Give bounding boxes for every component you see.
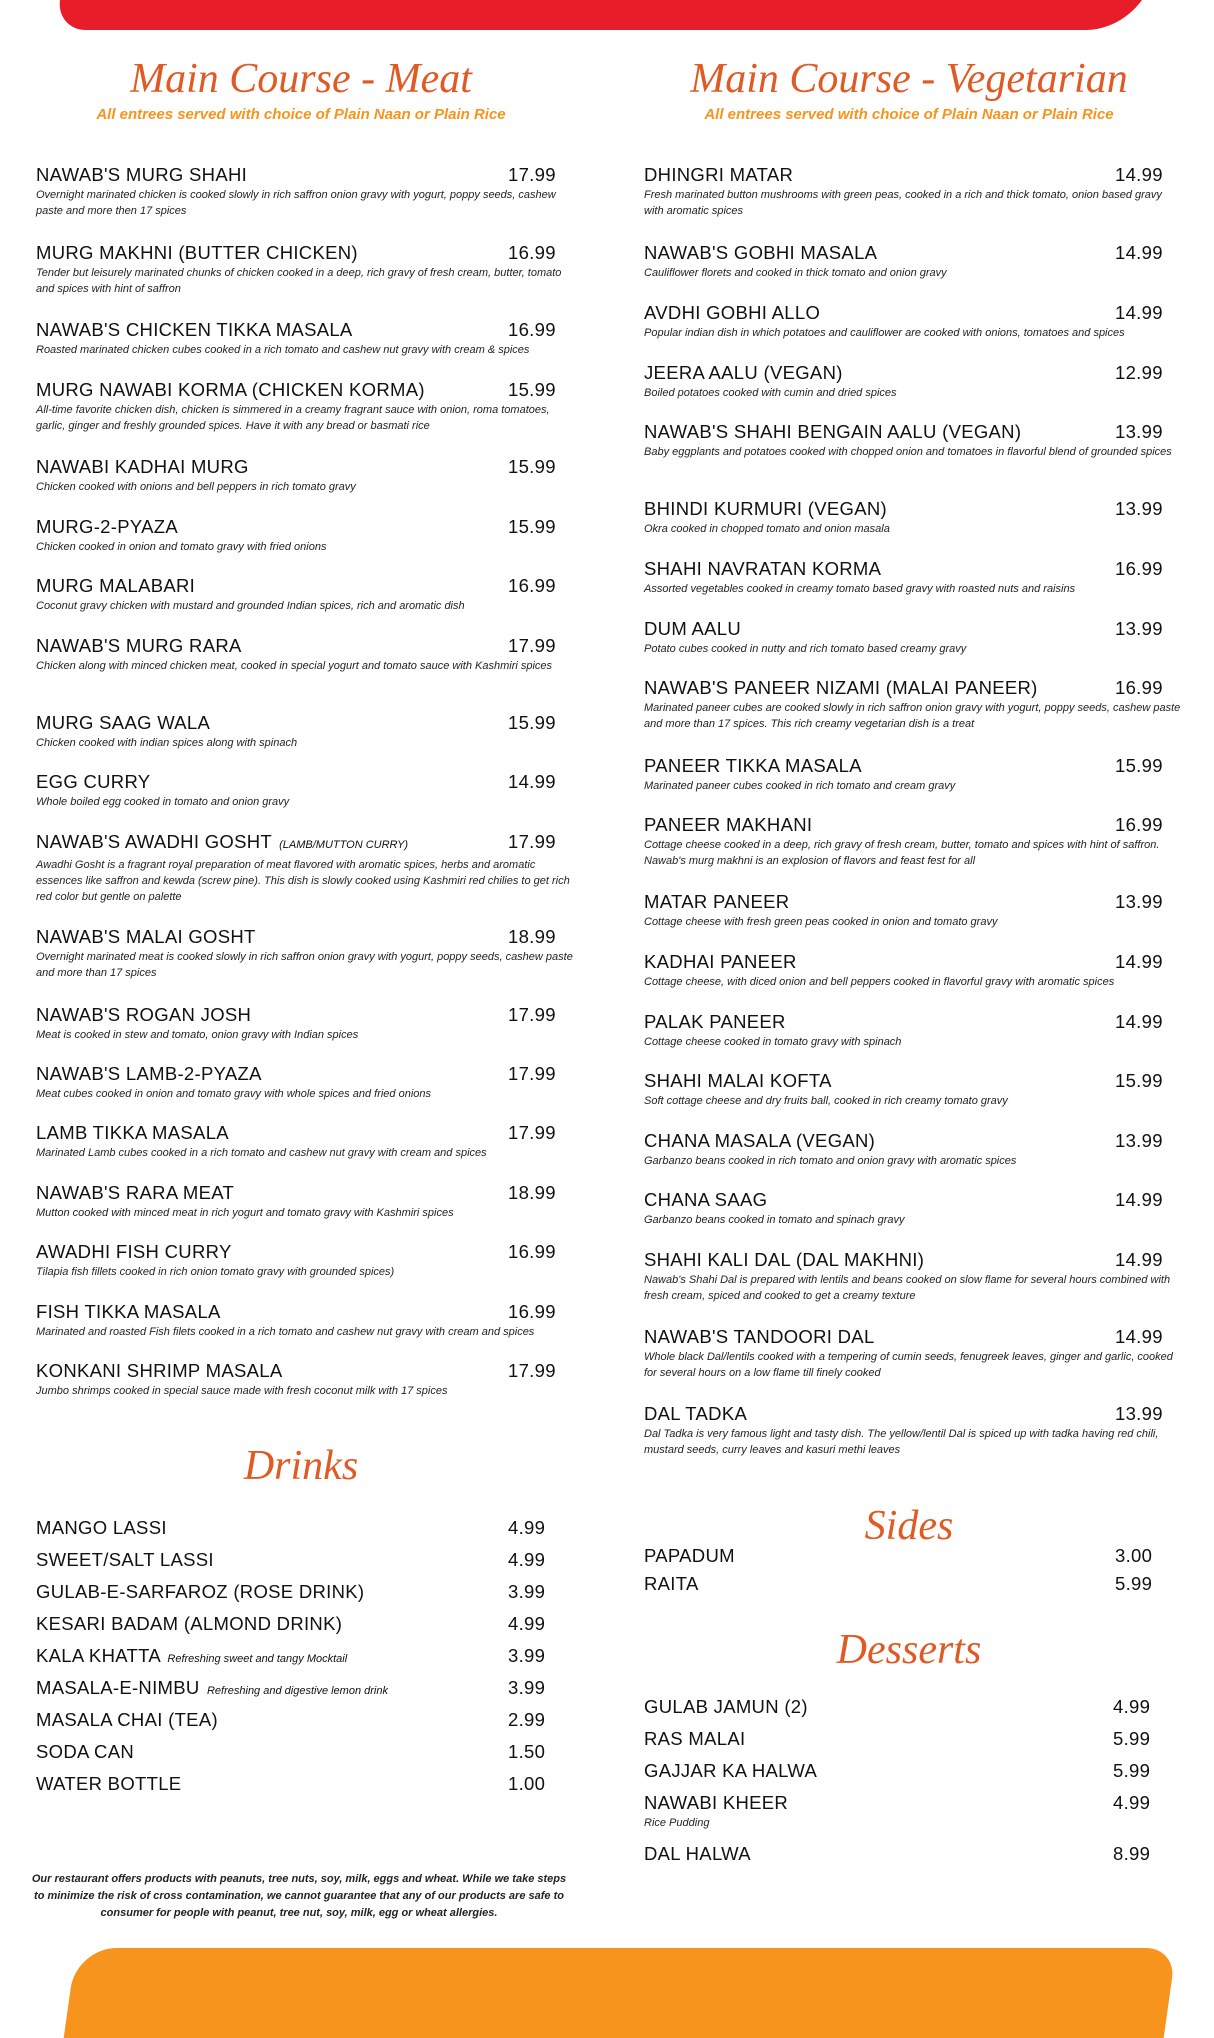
item-name: NAWAB'S MALAI GOSHT (36, 926, 256, 947)
item-price: 14.99 (1115, 1249, 1163, 1270)
item-description: Potato cubes cooked in nutty and rich tomato based creamy gravy (644, 643, 967, 655)
item-name: AWADHI FISH CURRY (36, 1241, 232, 1262)
item-name: NAWAB'S ROGAN JOSH (36, 1004, 252, 1025)
item-name: KESARI BADAM (ALMOND DRINK) (36, 1613, 343, 1634)
menu-item (36, 712, 566, 751)
item-description: Chicken cooked with onions and bell peppers in rich tomato gravy (36, 481, 356, 493)
item-name: SODA CAN (36, 1741, 135, 1762)
item-description: Garbanzo beans cooked in tomato and spinach gravy (644, 1214, 905, 1226)
item-price: 17.99 (508, 1063, 556, 1084)
item-description: Marinated Lamb cubes cooked in a rich tomato and cashew nut gravy with cream and spices (36, 1147, 487, 1159)
item-price: 17.99 (508, 164, 556, 185)
menu-item (36, 831, 570, 905)
item-description: Marinated paneer cubes are cooked slowly in rich saffron onion gravy with yogurt, poppy seeds, cashew paste and more than 17 spices. This rich creamy vegetarian dish is a treat (644, 702, 1181, 730)
item-price: 2.99 (508, 1709, 546, 1730)
item-price: 13.99 (1115, 618, 1163, 639)
item-name: EGG CURRY (36, 771, 151, 792)
bottom-decorative-band (64, 1948, 1177, 2038)
item-price: 4.99 (1113, 1792, 1151, 1813)
item-name (36, 1645, 566, 1670)
item-name: SWEET/SALT LASSI (36, 1549, 214, 1570)
item-price: 16.99 (508, 319, 556, 340)
menu-item (644, 498, 1174, 537)
menu-item (36, 516, 566, 555)
item-name: PANEER TIKKA MASALA (644, 755, 862, 776)
desserts-section-title: Desserts (836, 1627, 982, 1673)
item-price: 1.50 (508, 1741, 546, 1762)
veg-section-subtitle: All entrees served with choice of Plain Naan or Plain Rice (704, 106, 1114, 123)
item-note: Refreshing and digestive lemon drink (206, 1685, 388, 1697)
item-name: CHANA SAAG (644, 1189, 768, 1210)
dessert-item (644, 1728, 1174, 1750)
item-price: 16.99 (1115, 814, 1163, 835)
menu-item (36, 1241, 566, 1280)
item-price: 13.99 (1115, 1130, 1163, 1151)
item-description: Rice Pudding (644, 1817, 710, 1829)
item-name: AVDHI GOBHI ALLO (644, 302, 821, 323)
item-price: 16.99 (508, 1301, 556, 1322)
item-description: Chicken cooked in onion and tomato gravy with fried onions (36, 541, 327, 553)
drink-item (36, 1677, 566, 1702)
drink-item (36, 1549, 566, 1571)
item-name: NAWAB'S SHAHI BENGAIN AALU (VEGAN) (644, 421, 1022, 442)
item-name: NAWABI KADHAI MURG (36, 456, 249, 477)
item-price: 16.99 (508, 242, 556, 263)
item-name: DAL HALWA (644, 1843, 751, 1864)
item-name: NAWAB'S MURG RARA (36, 635, 242, 656)
item-name-text: NAWAB'S AWADHI GOSHT (36, 831, 272, 852)
menu-item (644, 1070, 1174, 1109)
item-description: Tender but leisurely marinated chunks of chicken cooked in a deep, rich gravy of fresh cream, butter, tomato and spices with hint of saffron (36, 267, 562, 295)
item-price: 14.99 (1115, 164, 1163, 185)
item-price: 3.99 (508, 1645, 546, 1666)
item-price: 14.99 (1115, 1189, 1163, 1210)
item-name: PAPADUM (644, 1545, 735, 1566)
item-name: WATER BOTTLE (36, 1773, 182, 1794)
item-name: DAL TADKA (644, 1403, 748, 1424)
menu-item (36, 319, 566, 358)
item-price: 15.99 (508, 379, 556, 400)
dessert-item (644, 1792, 1174, 1831)
item-price: 15.99 (508, 516, 556, 537)
item-note: (LAMB/MUTTON CURRY) (279, 839, 409, 851)
menu-item (644, 1249, 1174, 1304)
item-price: 13.99 (1115, 498, 1163, 519)
item-description: Cottage cheese cooked in a deep, rich gravy of fresh cream, butter, tomato and spices with hint of saffron. Nawab's murg makhni is an explosion of flavors and feast fest for all (644, 839, 1160, 867)
item-name: MASALA CHAI (TEA) (36, 1709, 218, 1730)
item-price: 3.00 (1115, 1545, 1153, 1566)
item-name: MURG-2-PYAZA (36, 516, 179, 537)
item-name: FISH TIKKA MASALA (36, 1301, 221, 1322)
item-price: 17.99 (508, 831, 556, 852)
item-name: NAWAB'S TANDOORI DAL (644, 1326, 875, 1347)
item-name: RAS MALAI (644, 1728, 746, 1749)
item-price: 15.99 (1115, 755, 1163, 776)
menu-item (36, 1063, 566, 1102)
item-name: NAWABI KHEER (644, 1792, 789, 1813)
veg-section-title: Main Course - Vegetarian (690, 56, 1128, 102)
item-name-text: MASALA-E-NIMBU (36, 1677, 200, 1698)
item-description: Assorted vegetables cooked in creamy tomato based gravy with roasted nuts and raisins (644, 583, 1076, 595)
item-name: KADHAI PANEER (644, 951, 797, 972)
item-price: 5.99 (1113, 1728, 1151, 1749)
item-note: Refreshing sweet and tangy Mocktail (167, 1653, 348, 1665)
drink-item (36, 1645, 566, 1670)
item-description: Mutton cooked with minced meat in rich yogurt and tomato gravy with Kashmiri spices (36, 1207, 454, 1219)
side-item (644, 1545, 1174, 1567)
item-price: 8.99 (1113, 1843, 1151, 1864)
item-description: Marinated paneer cubes cooked in rich tomato and cream gravy (644, 780, 956, 792)
item-description: Whole black Dal/lentils cooked with a tempering of cumin seeds, fenugreek leaves, ginger and garlic, cooked for several hours on a low flame till finely cooked (644, 1351, 1173, 1379)
item-price: 4.99 (508, 1549, 546, 1570)
item-description: Popular indian dish in which potatoes and cauliflower are cooked with onions, tomatoes and spices (644, 327, 1125, 339)
side-item (644, 1573, 1174, 1595)
menu-item (36, 379, 566, 434)
item-name: CHANA MASALA (VEGAN) (644, 1130, 876, 1151)
item-name: NAWAB'S MURG SHAHI (36, 164, 248, 185)
item-price: 14.99 (1115, 951, 1163, 972)
item-price: 16.99 (508, 1241, 556, 1262)
item-name: MATAR PANEER (644, 891, 790, 912)
item-price: 14.99 (1115, 1326, 1163, 1347)
menu-item (36, 242, 566, 297)
allergy-disclaimer: Our restaurant offers products with peanuts, tree nuts, soy, milk, eggs and wheat. While we take steps to minimize the risk of cross contamination, we cannot guarantee that any of our products are safe to consumer for people with peanut, tree nut, soy, milk, egg or wheat allergies. (31, 1873, 567, 1919)
menu-item (36, 1004, 566, 1043)
meat-section-subtitle: All entrees served with choice of Plain Naan or Plain Rice (96, 106, 506, 123)
item-name: NAWAB'S LAMB-2-PYAZA (36, 1063, 262, 1084)
item-price: 16.99 (1115, 558, 1163, 579)
item-description: Cottage cheese cooked in tomato gravy with spinach (644, 1036, 902, 1048)
menu-item (36, 1122, 566, 1161)
item-price: 16.99 (508, 575, 556, 596)
item-description: Dal Tadka is very famous light and tasty dish. The yellow/lentil Dal is spiced up with tadka having red chili, mustard seeds, curry leaves and kasuri methi leaves (644, 1428, 1159, 1456)
item-price: 4.99 (508, 1517, 546, 1538)
item-description: Cauliflower florets and cooked in thick tomato and onion gravy (644, 267, 947, 279)
menu-item (644, 755, 1174, 794)
item-price: 3.99 (508, 1677, 546, 1698)
drink-item (36, 1613, 566, 1635)
item-price: 15.99 (1115, 1070, 1163, 1091)
item-name: GAJJAR KA HALWA (644, 1760, 818, 1781)
menu-item (36, 164, 566, 219)
drink-item (36, 1581, 566, 1603)
drink-item (36, 1773, 566, 1795)
item-price: 3.99 (508, 1581, 546, 1602)
item-description: Cottage cheese with fresh green peas cooked in onion and tomato gravy (644, 916, 998, 928)
item-price: 14.99 (1115, 242, 1163, 263)
item-price: 15.99 (508, 712, 556, 733)
item-name-text: KALA KHATTA (36, 1645, 160, 1666)
item-name: GULAB-E-SARFAROZ (ROSE DRINK) (36, 1581, 365, 1602)
item-name: LAMB TIKKA MASALA (36, 1122, 229, 1143)
sides-section-title: Sides (864, 1503, 954, 1549)
item-price: 18.99 (508, 1182, 556, 1203)
menu-item (644, 677, 1181, 732)
item-description: Overnight marinated meat is cooked slowly in rich saffron onion gravy with yogurt, poppy seeds, cashew paste and more than 17 spices (36, 951, 573, 979)
item-description: Whole boiled egg cooked in tomato and onion gravy (36, 796, 290, 808)
menu-item (644, 891, 1174, 930)
item-price: 15.99 (508, 456, 556, 477)
dessert-item (644, 1696, 1174, 1718)
item-price: 17.99 (508, 1004, 556, 1025)
item-price: 5.99 (1115, 1573, 1153, 1594)
item-price: 18.99 (508, 926, 556, 947)
menu-item (644, 814, 1174, 869)
item-description: Marinated and roasted Fish filets cooked in a rich tomato and cashew nut gravy with cream and spices (36, 1326, 535, 1338)
menu-item (644, 362, 1174, 401)
meat-section-title: Main Course - Meat (130, 56, 472, 102)
item-name: RAITA (644, 1573, 699, 1594)
menu-item (644, 242, 1174, 281)
item-description: Soft cottage cheese and dry fruits ball, cooked in rich creamy tomato gravy (644, 1095, 1008, 1107)
item-price: 17.99 (508, 1122, 556, 1143)
menu-item (644, 1403, 1174, 1458)
item-name: GULAB JAMUN (2) (644, 1696, 808, 1717)
drinks-section-title: Drinks (243, 1443, 359, 1489)
drink-item (36, 1741, 566, 1763)
item-description: Awadhi Gosht is a fragrant royal preparation of meat flavored with aromatic spices, herbs and aromatic essences like saffron and kewda (screw pine). This dish is slowly cooked using Kashmiri red chilies to get rich red color but gentle on palette (36, 859, 570, 903)
item-description: All-time favorite chicken dish, chicken is simmered in a creamy fragrant sauce with onion, roma tomatoes, garlic, ginger and freshly grounded spices. Have it with any bread or basmati rice (36, 404, 550, 432)
item-name: DHINGRI MATAR (644, 164, 794, 185)
item-name: PALAK PANEER (644, 1011, 786, 1032)
item-name: MURG MAKHNI (BUTTER CHICKEN) (36, 242, 358, 263)
item-name: MANGO LASSI (36, 1517, 167, 1538)
item-description: Jumbo shrimps cooked in special sauce made with fresh coconut milk with 17 spices (36, 1385, 448, 1397)
item-price: 13.99 (1115, 891, 1163, 912)
drink-item (36, 1517, 566, 1539)
item-price: 4.99 (1113, 1696, 1151, 1717)
item-name (36, 1677, 566, 1702)
menu-item (36, 635, 566, 674)
item-name: MURG NAWABI KORMA (CHICKEN KORMA) (36, 379, 425, 400)
menu-item (36, 1360, 566, 1399)
item-description: Okra cooked in chopped tomato and onion masala (644, 523, 890, 535)
item-description: Meat cubes cooked in onion and tomato gravy with whole spices and fried onions (36, 1088, 432, 1100)
item-name: SHAHI KALI DAL (DAL MAKHNI) (644, 1249, 925, 1270)
menu-item (644, 618, 1174, 657)
menu-item (644, 1011, 1174, 1050)
item-name: PANEER MAKHANI (644, 814, 813, 835)
item-name: JEERA AALU (VEGAN) (644, 362, 843, 383)
menu-item (36, 575, 566, 614)
item-name: NAWAB'S GOBHI MASALA (644, 242, 878, 263)
menu-item (644, 421, 1174, 460)
item-price: 17.99 (508, 635, 556, 656)
item-price: 4.99 (508, 1613, 546, 1634)
item-name: SHAHI MALAI KOFTA (644, 1070, 832, 1091)
item-price: 12.99 (1115, 362, 1163, 383)
item-price: 5.99 (1113, 1760, 1151, 1781)
menu-item (644, 1189, 1174, 1228)
dessert-item (644, 1843, 1174, 1865)
item-price: 14.99 (1115, 1011, 1163, 1032)
menu-item (644, 558, 1174, 597)
item-description: Roasted marinated chicken cubes cooked in a rich tomato and cashew nut gravy with cream & spices (36, 344, 530, 356)
item-price: 14.99 (1115, 302, 1163, 323)
item-description: Boiled potatoes cooked with cumin and dried spices (644, 387, 897, 399)
item-description: Nawab's Shahi Dal is prepared with lentils and beans cooked on slow flame for several hours combined with fresh cream, spiced and cooked to get a creamy texture (644, 1274, 1171, 1302)
item-name: KONKANI SHRIMP MASALA (36, 1360, 283, 1381)
top-decorative-band (56, 0, 1154, 30)
menu-item (644, 1326, 1174, 1381)
menu-item (36, 1301, 566, 1340)
menu-item (644, 1130, 1174, 1169)
item-description: Fresh marinated button mushrooms with green peas, cooked in a rich and thick tomato, onion based gravy with aromatic spices (644, 189, 1162, 217)
item-description: Tilapia fish fillets cooked in rich onion tomato gravy with grounded spices) (36, 1266, 395, 1278)
menu-item (36, 1182, 566, 1221)
item-price: 14.99 (508, 771, 556, 792)
menu-item (36, 771, 566, 810)
item-price: 13.99 (1115, 1403, 1163, 1424)
item-name: SHAHI NAVRATAN KORMA (644, 558, 882, 579)
item-name: MURG SAAG WALA (36, 712, 211, 733)
menu-item (644, 302, 1174, 341)
item-price: 1.00 (508, 1773, 546, 1794)
item-description: Coconut gravy chicken with mustard and grounded Indian spices, rich and aromatic dish (36, 600, 465, 612)
dessert-item (644, 1760, 1174, 1782)
item-price: 16.99 (1115, 677, 1163, 698)
item-name: NAWAB'S RARA MEAT (36, 1182, 235, 1203)
item-name: BHINDI KURMURI (VEGAN) (644, 498, 887, 519)
item-name (36, 831, 566, 856)
item-name: MURG MALABARI (36, 575, 196, 596)
item-name: DUM AALU (644, 618, 741, 639)
menu-item (36, 926, 573, 981)
item-description: Baby eggplants and potatoes cooked with chopped onion and tomatoes in flavorful blend of grounded spices (644, 446, 1172, 458)
item-description: Cottage cheese, with diced onion and bell peppers cooked in flavorful gravy with aromatic spices (644, 976, 1115, 988)
menu-item (36, 456, 566, 495)
item-description: Overnight marinated chicken is cooked slowly in rich saffron onion gravy with yogurt, poppy seeds, cashew paste and more then 17 spices (36, 189, 556, 217)
menu-item (644, 164, 1174, 219)
item-price: 17.99 (508, 1360, 556, 1381)
item-description: Meat is cooked in stew and tomato, onion gravy with Indian spices (36, 1029, 359, 1041)
item-description: Chicken along with minced chicken meat, cooked in special yogurt and tomato sauce with Kashmiri spices (36, 660, 553, 672)
menu-item (644, 951, 1174, 990)
item-description: Chicken cooked with indian spices along with spinach (36, 737, 298, 749)
drink-item (36, 1709, 566, 1731)
item-price: 13.99 (1115, 421, 1163, 442)
item-name: NAWAB'S CHICKEN TIKKA MASALA (36, 319, 353, 340)
item-name: NAWAB'S PANEER NIZAMI (MALAI PANEER) (644, 677, 1038, 698)
item-description: Garbanzo beans cooked in rich tomato and onion gravy with aromatic spices (644, 1155, 1017, 1167)
